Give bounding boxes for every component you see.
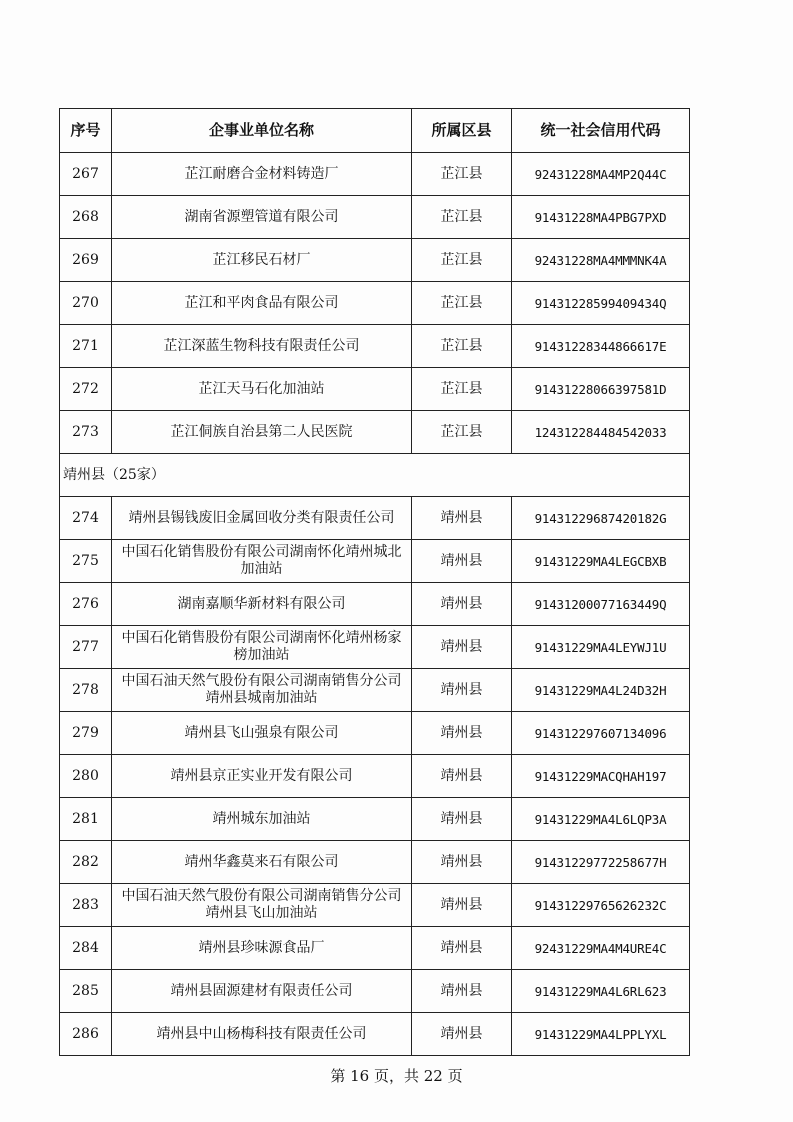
row-district: 靖州县	[412, 755, 512, 798]
row-seq: 280	[60, 755, 112, 798]
header-name: 企事业单位名称	[112, 109, 412, 153]
section-label: 靖州县（25家）	[60, 454, 690, 497]
row-seq: 276	[60, 583, 112, 626]
table-row	[60, 841, 690, 884]
header-code: 统一社会信用代码	[512, 109, 690, 153]
page-footer: 第 16 页，共 22 页	[330, 1067, 463, 1085]
row-seq: 284	[60, 927, 112, 970]
row-seq: 272	[60, 368, 112, 411]
row-name: 靖州县珍味源食品厂	[112, 927, 412, 970]
table-row	[60, 196, 690, 239]
table-body-bottom	[60, 497, 690, 1056]
row-seq: 274	[60, 497, 112, 540]
row-name: 中国石化销售股份有限公司湖南怀化靖州城北加油站	[112, 540, 412, 583]
table-row	[60, 282, 690, 325]
row-district: 靖州县	[412, 497, 512, 540]
row-code: 91431229MA4LPPLYXL	[512, 1013, 690, 1056]
header-seq: 序号	[60, 109, 112, 153]
row-name: 芷江和平肉食品有限公司	[112, 282, 412, 325]
section-row	[60, 454, 690, 497]
row-seq: 271	[60, 325, 112, 368]
row-name: 芷江深蓝生物科技有限责任公司	[112, 325, 412, 368]
row-district: 靖州县	[412, 1013, 512, 1056]
row-name: 芷江天马石化加油站	[112, 368, 412, 411]
row-district: 靖州县	[412, 540, 512, 583]
row-district: 靖州县	[412, 841, 512, 884]
row-name: 中国石油天然气股份有限公司湖南销售分公司靖州县飞山加油站	[112, 884, 412, 927]
row-code: 91431229MA4L24D32H	[512, 669, 690, 712]
row-district: 靖州县	[412, 884, 512, 927]
row-seq: 278	[60, 669, 112, 712]
row-name: 芷江移民石材厂	[112, 239, 412, 282]
row-code: 91431229MACQHAH197	[512, 755, 690, 798]
table-row	[60, 884, 690, 927]
row-district: 靖州县	[412, 712, 512, 755]
row-code: 91431228344866617E	[512, 325, 690, 368]
row-district: 芷江县	[412, 325, 512, 368]
row-district: 靖州县	[412, 970, 512, 1013]
header-district: 所属区县	[412, 109, 512, 153]
row-name: 靖州县固源建材有限责任公司	[112, 970, 412, 1013]
row-name: 中国石化销售股份有限公司湖南怀化靖州杨家榜加油站	[112, 626, 412, 669]
row-name: 靖州县京正实业开发有限公司	[112, 755, 412, 798]
row-code: 124312284484542033	[512, 411, 690, 454]
table-row	[60, 411, 690, 454]
row-code: 92431229MA4M4URE4C	[512, 927, 690, 970]
row-name: 靖州县锡钱废旧金属回收分类有限责任公司	[112, 497, 412, 540]
row-code: 914312297607134096	[512, 712, 690, 755]
row-district: 芷江县	[412, 368, 512, 411]
row-district: 芷江县	[412, 153, 512, 196]
row-code: 91431229687420182G	[512, 497, 690, 540]
row-seq: 273	[60, 411, 112, 454]
row-seq: 270	[60, 282, 112, 325]
row-name: 靖州县飞山强泉有限公司	[112, 712, 412, 755]
row-seq: 279	[60, 712, 112, 755]
row-seq: 285	[60, 970, 112, 1013]
table-row	[60, 368, 690, 411]
table-row	[60, 153, 690, 196]
table-row	[60, 927, 690, 970]
row-district: 靖州县	[412, 626, 512, 669]
table-row	[60, 239, 690, 282]
table-row	[60, 540, 690, 583]
row-seq: 268	[60, 196, 112, 239]
row-seq: 277	[60, 626, 112, 669]
row-name: 靖州华鑫莫来石有限公司	[112, 841, 412, 884]
table-body-top	[60, 153, 690, 454]
row-seq: 281	[60, 798, 112, 841]
row-code: 91431229MA4L6RL623	[512, 970, 690, 1013]
row-seq: 282	[60, 841, 112, 884]
row-seq: 267	[60, 153, 112, 196]
row-name: 芷江耐磨合金材料铸造厂	[112, 153, 412, 196]
row-code: 91431228066397581D	[512, 368, 690, 411]
row-name: 靖州城东加油站	[112, 798, 412, 841]
row-code: 91431228MA4PBG7PXD	[512, 196, 690, 239]
row-code: 91431229MA4LEGCBXB	[512, 540, 690, 583]
table-header-row	[60, 109, 690, 153]
row-code: 92431228MA4MMMNK4A	[512, 239, 690, 282]
row-district: 芷江县	[412, 239, 512, 282]
table-row	[60, 325, 690, 368]
row-code: 91431229MA4LEYWJ1U	[512, 626, 690, 669]
row-district: 靖州县	[412, 927, 512, 970]
table-row	[60, 712, 690, 755]
row-district: 靖州县	[412, 798, 512, 841]
table-row	[60, 1013, 690, 1056]
row-code: 91431228599409434Q	[512, 282, 690, 325]
row-code: 92431228MA4MP2Q44C	[512, 153, 690, 196]
row-district: 靖州县	[412, 583, 512, 626]
table-row	[60, 497, 690, 540]
row-district: 芷江县	[412, 411, 512, 454]
section-body	[60, 454, 690, 497]
row-seq: 286	[60, 1013, 112, 1056]
row-seq: 283	[60, 884, 112, 927]
row-name: 中国石油天然气股份有限公司湖南销售分公司靖州县城南加油站	[112, 669, 412, 712]
row-code: 91431229MA4L6LQP3A	[512, 798, 690, 841]
row-district: 靖州县	[412, 669, 512, 712]
row-seq: 269	[60, 239, 112, 282]
row-seq: 275	[60, 540, 112, 583]
row-code: 91431229772258677H	[512, 841, 690, 884]
row-district: 芷江县	[412, 282, 512, 325]
row-district: 芷江县	[412, 196, 512, 239]
row-name: 湖南省源塑管道有限公司	[112, 196, 412, 239]
table-row	[60, 669, 690, 712]
row-code: 91431200077163449Q	[512, 583, 690, 626]
row-code: 91431229765626232C	[512, 884, 690, 927]
table-row	[60, 583, 690, 626]
enterprise-table	[59, 108, 690, 1056]
row-name: 靖州县中山杨梅科技有限责任公司	[112, 1013, 412, 1056]
table-row	[60, 798, 690, 841]
table-row	[60, 755, 690, 798]
row-name: 芷江侗族自治县第二人民医院	[112, 411, 412, 454]
table-row	[60, 626, 690, 669]
table-row	[60, 970, 690, 1013]
row-name: 湖南嘉顺华新材料有限公司	[112, 583, 412, 626]
